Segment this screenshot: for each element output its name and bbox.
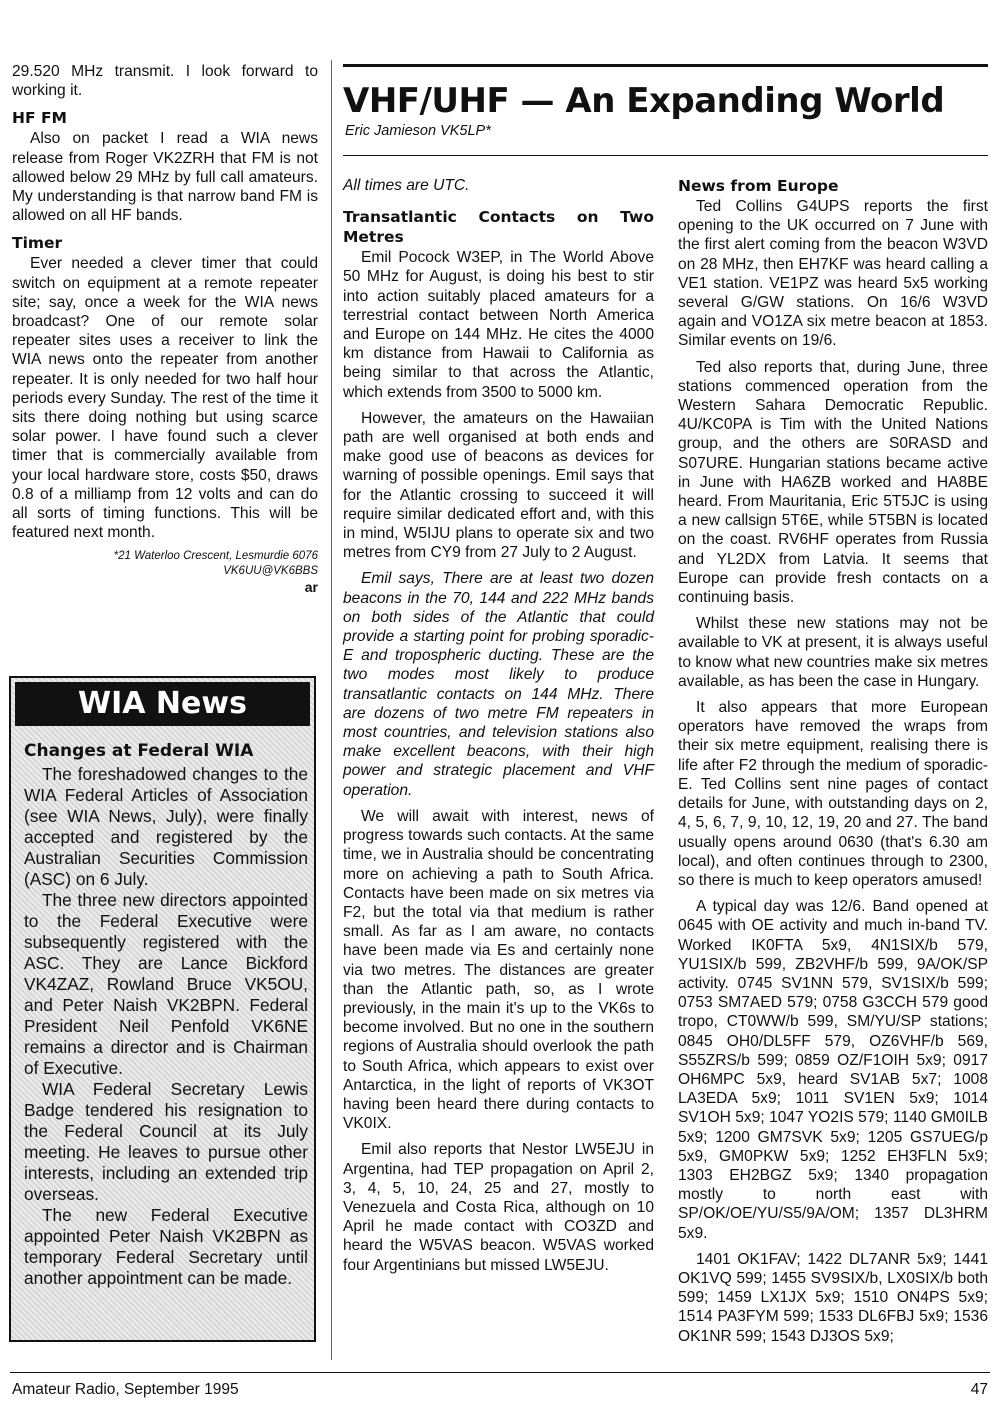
left-column — [12, 62, 318, 595]
article-paragraph: 1401 OK1FAV; 1422 DL7ANR 5x9; 1441 OK1VQ 599; 1455 SV9SIX/b, LX0SIX/b both 599; 1459 LX1JX 5x9; 1510 ON4PS 5x9; 1514 PA3FYM 599; 1533 DL6FBJ 5x9; 1536 OK1NR 599; 1543 DJ3OS 5x9; — [678, 1250, 988, 1345]
page-number: 47 — [970, 1381, 988, 1398]
timer-paragraph: Ever needed a clever timer that could switch on equipment at a remote repeater site; say, once a week for the WIA news broadcast? One of our remote solar repeater sites uses a receiver to link the WIA news onto the repeater from another repeater. It is only needed for two half hour periods every Sunday. The rest of the time it sits there doing nothing but using scarce solar power. I have found such a clever timer that is commercially available from your local hardware store, costs $50, draws 0.8 of a milliamp from 12 volts and can do all sorts of timing functions. This will be featured next month. — [12, 255, 318, 542]
right-column — [678, 176, 988, 1353]
wia-news-box — [9, 676, 316, 1342]
article-paragraph: We will await with interest, news of progress towards such contacts. At the same time, we in Australia should be concentrating more on achieving a path to South Africa. Contacts have been made on six metres via F2, but the total via that medium is rather small. As far as I am aware, no contacts have been made via Es and certainly none via two metres. The distances are greater than the Atlantic path, so, as I wrote previously, in the main it's up to the VK6s to become involved. But no one in the southern regions of Australia should overlook the path to South Africa, which appears to exist over Antarctica, in the light of reports of VK3OT having been heard there during contacts to VK0IX. — [343, 807, 654, 1133]
article-byline: Eric Jamieson VK5LP* — [345, 123, 491, 139]
middle-column — [343, 176, 654, 1282]
europe-heading: News from Europe — [678, 177, 839, 195]
end-mark: ar — [304, 579, 318, 596]
times-note: All times are UTC. — [343, 177, 470, 194]
transatlantic-heading: Transatlantic Contacts on Two Metres — [343, 208, 654, 247]
intro-paragraph: 29.520 MHz transmit. I look forward to working it. — [12, 63, 318, 100]
footnote-address: *21 Waterloo Crescent, Lesmurdie 6076 — [113, 550, 318, 563]
article-paragraph: Emil also reports that Nestor LW5EJU in Argentina, had TEP propagation on April 2, 3, 4, 5, 10, 24, 25 and 27, mostly to Venezuela and Costa Rica, although on 10 April he made contact with CO3ZD and heard the W5VAS beacon. W5VAS worked four Argentinians but missed LW5EJU. — [343, 1141, 654, 1274]
footer-rule — [10, 1372, 990, 1373]
article-paragraph: Ted also reports that, during June, three stations commenced operation from the Western Sahara Democratic Republic. 4U/KC0PA is Tim with the United Nations group, and the others are S0RASD and S07URE. Hungarian stations became active in June with HA6ZB worked and HA8BE heard. From Mauritania, Eric 5T5JC is using a new callsign 5T6E, while 5T5BN is located on the coast. RV6HF operates from Russia and YL2DX from Latvia. It seems that Europe can provide fresh contacts on a continuing basis. — [678, 358, 988, 607]
wia-news-banner: WIA News — [15, 682, 310, 726]
column-divider — [331, 60, 332, 1360]
article-paragraph: Emil Pocock W3EP, in The World Above 50 MHz for August, is doing his best to stir into action suitably placed amateurs for a terrestrial contact between North America and Europe on 144 MHz. He cites the 4000 km distance from Hawaii to California as being similar to that across the Atlantic, which extends from 3500 to 5000 km. — [343, 249, 654, 401]
wia-news-paragraph: The new Federal Executive appointed Peter Naish VK2BPN as temporary Federal Secretary until another appointment can be made. — [24, 1205, 308, 1288]
timer-heading: Timer — [12, 234, 63, 253]
wia-news-heading: Changes at Federal WIA — [24, 741, 254, 761]
hffm-paragraph: Also on packet I read a WIA news release from Roger VK2ZRH that FM is not allowed below 29 MHz by full call amateurs. My understanding is that narrow band FM is allowed on all HF bands. — [12, 130, 318, 225]
article-paragraph: Ted Collins G4UPS reports the first opening to the UK occurred on 7 June with the first alert coming from the beacon W3VD on 28 MHz, then EH7KF was heard calling a VE1 station. VE1PZ was heard 5x5 working several G/GW stations. On 16/6 W3VD again and VO1ZA six metre beacon at 1853. Similar events on 19/6. — [678, 198, 988, 350]
article-title: VHF/UHF — An Expanding World — [343, 81, 945, 121]
hffm-heading: HF FM — [12, 109, 67, 128]
wia-news-body — [11, 726, 314, 1289]
article-paragraph: However, the amateurs on the Hawaiian path are well organised at both ends and make good use of beacons as devices for warning of possible openings. Emil says that for the Atlantic crossing to succeed it will require similar dedicated effort and, with this in mind, W5IJU plans to operate six and two metres from CY9 from 27 July to 2 August. — [343, 409, 654, 562]
article-paragraph: Whilst these new stations may not be available to VK at present, it is always useful to know what new countries make six metres available, as has been the case in Hungary. — [678, 615, 988, 690]
article-paragraph: Emil says, There are at least two dozen beacons in the 70, 144 and 222 MHz bands on both sides of the Atlantic that could provide a starting point for probing sporadic-E and tropospheric ducting. These are the two modes most likely to produce transatlantic contacts on 144 MHz. There are dozens of two metre FM repeaters in most countries, and television stations also make excellent beacons, with their high power and strategic placement and VHF operation. — [343, 570, 654, 799]
article-paragraph: A typical day was 12/6. Band opened at 0645 with OE activity and much in-band TV. Worked IK0FTA 5x9, 4N1SIX/b 579, YU1SIX/b 599, ZB2VHF/b 599, 9A/OK/SP activity. 0745 SV1NN 579, SV1SIX/b 599; 0753 SM7AED 579; 0758 G3CCH 579 good tropo, CT0WW/b 599, SM/YU/SP stations; 0845 OH0/DL5FF 579, OZ6VHF/b 569, S55ZRS/b 599; 0859 OZ/F1OIH 5x9; 0917 OH6MPC 5x9, heard SV1AB 5x7; 1008 LA3EDA 5x9; 1011 SV1EN 5x9; 1014 SV1OH 5x9; 1047 YO2IS 579; 1140 GM0ILB 5x9; 1200 GM7SVK 5x9; 1205 GS7UEG/p 5x9, GM0PKW 5x9; 1252 EH3FLN 5x9; 1303 EH2BGZ 5x9; 1340 propagation mostly to north east with SP/OK/OE/YU/S5/9A/OM; 1357 DL3HRM 5x9. — [678, 898, 988, 1242]
title-bottom-rule — [343, 155, 988, 156]
article-paragraph: It also appears that more European operators have removed the wraps from their six metre equipment, realising there is life after F2 through the medium of sporadic-E. Ted Collins sent nine pages of contact details for June, with outstanding days on 2, 4, 5, 6, 7, 9, 10, 12, 19, 20 and 27. The band usually opens around 0630 (that's 6.30 am local), and often continues through to 2300, so there is much to keep operators amused! — [678, 699, 988, 889]
wia-news-paragraph: The three new directors appointed to the Federal Executive were subsequently registered with the ASC. They are Lance Bickford VK4ZAZ, Rowland Bruce VK5OU, and Peter Naish VK2BPN. Federal President Neil Penfold VK6NE remains a director and is Chairman of Executive. — [24, 890, 308, 1078]
wia-news-paragraph: The foreshadowed changes to the WIA Federal Articles of Association (see WIA News, July), were finally accepted and registered by the Australian Securities Commission (ASC) on 6 July. — [24, 764, 308, 889]
title-top-rule — [343, 64, 988, 67]
footer-publication: Amateur Radio, September 1995 — [12, 1381, 239, 1398]
wia-news-paragraph: WIA Federal Secretary Lewis Badge tendered his resignation to the Federal Council at its July meeting. He leaves to pursue other interests, including an extended trip overseas. — [24, 1079, 308, 1204]
footnote-callsign: VK6UU@VK6BBS — [223, 565, 318, 578]
